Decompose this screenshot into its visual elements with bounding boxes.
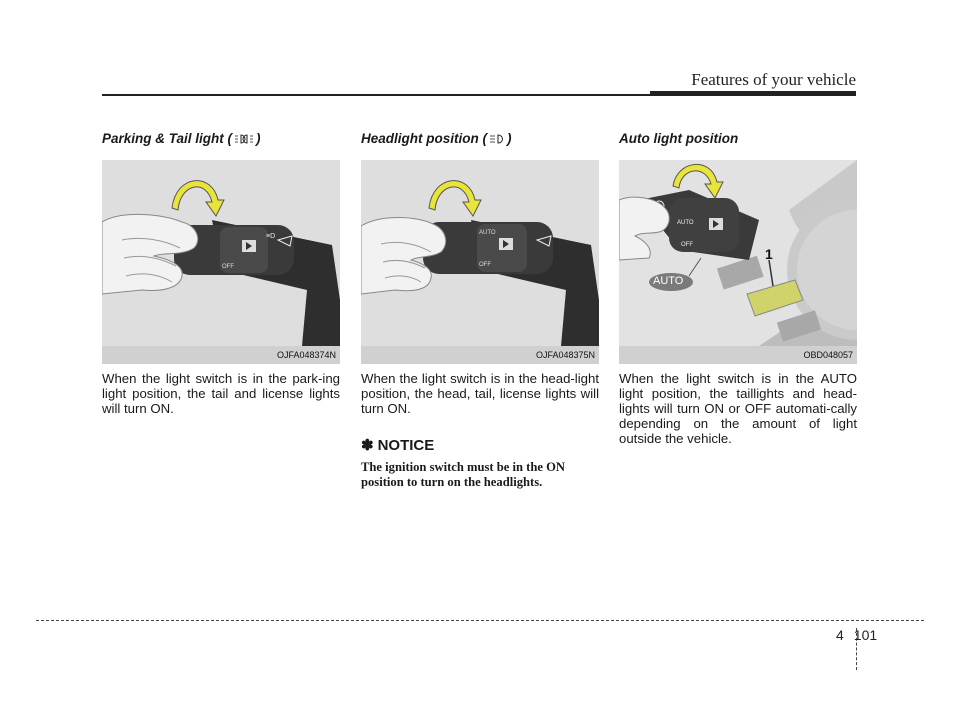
header-rule-accent <box>650 91 856 96</box>
image-caption-bar <box>619 346 857 364</box>
parking-tail-light-icon <box>234 133 254 145</box>
illustration-auto-light <box>619 160 857 346</box>
illustration-parking-switch <box>102 160 340 346</box>
callout-number: 1 <box>765 246 773 262</box>
image-code: OBD048057 <box>803 350 853 360</box>
notice-text: The ignition switch must be in the ON position to turn on the headlights. <box>361 460 565 489</box>
svg-text:OFF: OFF <box>681 242 693 248</box>
page-number <box>836 627 877 643</box>
headlight-icon <box>489 133 505 145</box>
auto-callout-label: AUTO <box>653 275 684 287</box>
section-title <box>102 128 340 150</box>
section-parking-tail-light <box>102 128 340 416</box>
section-title: Auto light position <box>619 131 739 146</box>
section-title <box>361 128 599 150</box>
page-number-value: 101 <box>853 627 878 643</box>
section-title-suffix: ) <box>256 131 261 146</box>
chapter-number: 4 <box>836 627 844 643</box>
image-caption-bar <box>361 346 599 364</box>
section-body: When the light switch is in the head-light position, the head, tail, license lights will turn ON. <box>361 371 599 416</box>
svg-text:AUTO: AUTO <box>677 220 694 226</box>
svg-text:OFF: OFF <box>479 262 491 268</box>
section-headlight-position <box>361 128 599 490</box>
section-title-suffix: ) <box>507 131 512 146</box>
notice-title: NOTICE <box>377 436 435 454</box>
notice-heading <box>361 436 599 454</box>
section-title-prefix: Parking & Tail light ( <box>102 131 233 146</box>
illustration-headlight-switch <box>361 160 599 346</box>
image-code: OJFA048374N <box>276 350 336 360</box>
image-caption-bar <box>102 346 340 364</box>
section-body: When the light switch is in the AUTO light position, the taillights and head-lights will turn ON or OFF automati-cally depending on the amount of light outside the vehicle. <box>619 371 857 446</box>
header-title: Features of your vehicle <box>691 70 856 89</box>
svg-text:≡D: ≡D <box>266 233 276 240</box>
image-code: OJFA048375N <box>535 350 595 360</box>
svg-text:OFF: OFF <box>222 264 234 270</box>
section-body: When the light switch is in the park-ing light position, the tail and license lights will turn ON. <box>102 371 340 416</box>
notice-star-icon: ✽ <box>361 437 374 454</box>
section-title-prefix: Headlight position ( <box>361 131 487 146</box>
section-auto-light-position <box>619 128 857 446</box>
svg-text:AUTO: AUTO <box>479 230 496 236</box>
footer-rule <box>36 620 924 621</box>
